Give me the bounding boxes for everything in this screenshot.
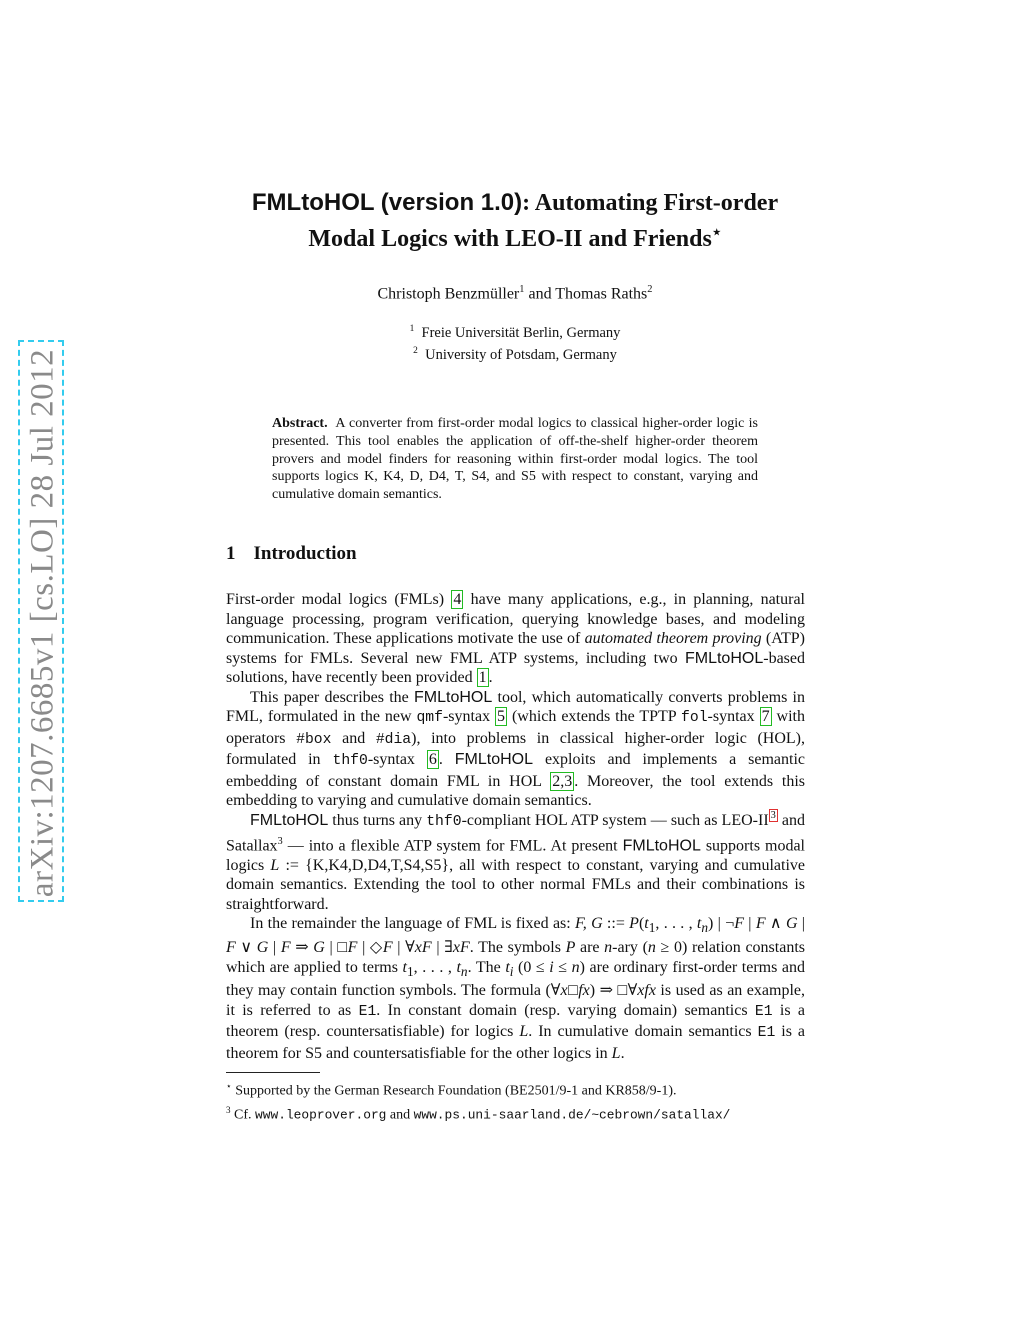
citation-link[interactable]: 4 [453,591,462,608]
footnote-rule [226,1072,320,1073]
paragraph-4: In the remainder the language of FML is fixed as: F, G ::= $P(t_1$, . . . , $t_n$) | ¬F | F ∧ G | F ∨ G | F ⇒ G | □F | ◇F | ∀xF | ∃xF. The symbols P are n-ary (n ≥ 0) relation constants which are applied to terms $t_1$, . . . , $t_n$. The $t_i$ (0 ≤ i ≤ n) are ordinary first-order terms and they may contain function symbols. The formula (∀x□fx) ⇒ □∀xfx is used as an example, it is referred to as E1. In constant domain (resp. varying domain) semantics E1 is a theorem (resp. countersatisfiable) for logics L. In cumulative domain semantics E1 is a theorem for S5 and countersatisfiable for the other logics in L. [226,915,806,1062]
footnote-3 [226,1101,826,1125]
footnote-star-text: Supported by the German Research Foundation (BE2501/9-1 and KR858/9-1). [235,1083,677,1099]
footnote-star [226,1077,826,1101]
affiliation-2 [200,342,830,364]
citation-link[interactable]: 7 [761,708,770,725]
affiliation-2-num: 2 [413,345,418,356]
abstract-text: A converter from first-order modal logics to classical higher-order logic is presented. This tool enables the application of off-the-shelf higher-order theorem provers and model finders for reasoning within first-order modal logics. The tool supports logics K, K4, D, D4, T, S4, and S5 with respect to constant, varying and cumulative domain semantics. [272,416,759,503]
section-body [226,590,805,1063]
citation-link[interactable]: 6 [428,751,437,768]
affiliation-1 [200,320,830,342]
satallax-link[interactable]: www.ps.uni-saarland.de/~cebrown/satallax/ [413,1107,731,1123]
affiliation-1-num: 1 [409,324,415,334]
author-2: Thomas Raths [555,285,648,303]
footnote-link[interactable]: 3 [770,810,776,822]
footnote-3-prefix: Cf. [234,1107,252,1123]
section-title: Introduction [253,543,357,564]
section-number: 1 [226,543,236,564]
affiliation-1-text: Freie Universität Berlin, Germany [421,324,621,341]
paragraph-2: This paper describes the FMLtoHOL tool, which automatically converts problems in FML, formulated in the new qmf-syntax 5 (which extends the TPTP fol-syntax 7 with operators #box and #dia), into problems in classical higher-order logic (HOL), formulated in thf0-syntax 6 . FMLtoHOL exploits and implements a semantic embedding of constant domain FML in HOL 2,3 . Moreover, the tool extends this embedding to varying and cumulative domain semantics. [226,688,806,809]
citation-link[interactable]: 2,3 [552,772,573,790]
footnotes [226,1077,826,1124]
arxiv-identifier: arXiv:1207.6685v1 [cs.LO] 28 Jul 2012 [24,348,61,898]
author-1: Christoph Benzmüller [377,285,520,303]
title-line2: Modal Logics with LEO-II and Friends [308,226,712,252]
footnote-3-and: and [389,1107,411,1123]
footnote-3-mark: 3 [226,1104,231,1115]
abstract-label: Abstract. [272,416,328,431]
affiliation-2-text: University of Potsdam, Germany [425,346,617,363]
authors [200,284,830,303]
section-heading [226,543,357,565]
leoprover-link[interactable]: www.leoprover.org [255,1107,387,1123]
citation-link[interactable]: 5 [497,708,506,725]
footnote-star-mark: ⋆ [226,1081,232,1091]
author-1-affil: 1 [519,284,525,295]
title-star: ⋆ [711,224,722,241]
paper-title [180,188,850,254]
paragraph-1: First-order modal logics (FMLs) 4 have many applications, e.g., in planning, natural language processing, program verification, querying knowledge bases, and modeling communication. These applications motivate the use of automated theorem proving (ATP) systems for FMLs. Several new FML ATP systems, including two FMLtoHOL-based solutions, have recently been provided 1 . [226,591,806,686]
citation-link[interactable]: 1 [478,669,487,686]
title-line1-rest: : Automating First-order [522,190,779,216]
paragraph-3: FMLtoHOL thus turns any thf0-compliant HOL ATP system — such as LEO-II $^3$ and Satallax$^3$ — into a flexible ATP system for FML. At present FMLtoHOL supports modal logics L := {K,K4,D,D4,T,S4,S5}, all with respect to constant, varying and cumulative domain semantics. Extending the tool to other normal FMLs and their combinations is straightforward. [226,810,806,913]
author-2-affil: 2 [647,284,653,295]
authors-and: and [524,285,556,303]
abstract [272,415,758,504]
affiliations [200,320,830,364]
arxiv-side-stamp [18,340,64,902]
title-tool-name: FMLtoHOL (version 1.0) [251,189,523,216]
